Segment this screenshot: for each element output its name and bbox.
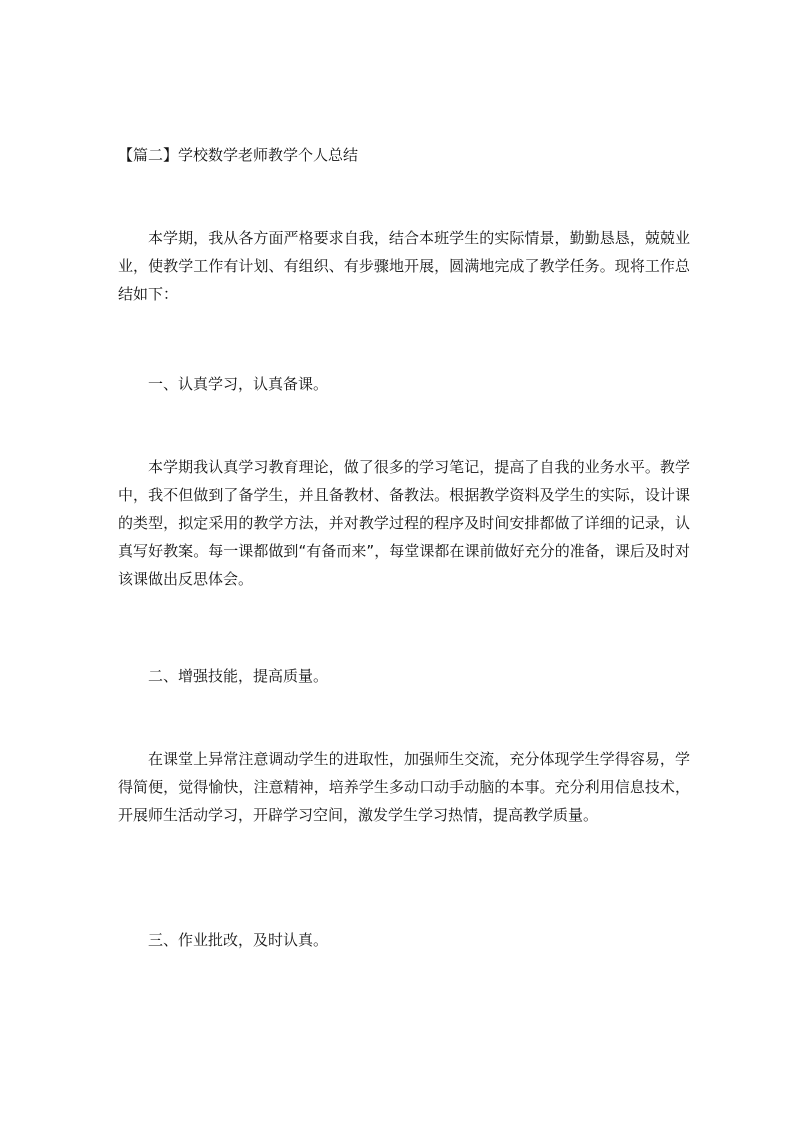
section-heading-1: 一、认真学习，认真备课。 xyxy=(148,375,329,393)
section-heading-2: 二、增强技能，提高质量。 xyxy=(148,667,329,685)
section-heading-3: 三、作业批改，及时认真。 xyxy=(148,931,329,949)
document-title: 【篇二】学校数学老师教学个人总结 xyxy=(118,146,359,164)
intro-paragraph: 本学期，我从各方面严格要求自我，结合本班学生的实际情景，勤勤恳恳，兢兢业业，使教学工作有计划、有组织、有步骤地开展，圆满地完成了教学任务。现将工作总结如下： xyxy=(118,229,690,303)
section-body-1: 本学期我认真学习教育理论，做了很多的学习笔记，提高了自我的业务水平。教学中，我不但做到了备学生，并且备教材、备教法。根据教学资料及学生的实际，设计课的类型，拟定采用的教学方法，并对教学过程的程序及时间安排都做了详细的记录，认真写好教案。每一课都做到“有备而来”，每堂课都在课前做好充分的准备，课后及时对该课做出反思体会。 xyxy=(118,458,690,588)
section-body-2: 在课堂上异常注意调动学生的进取性，加强师生交流，充分体现学生学得容易，学得简便，觉得愉快，注意精神，培养学生多动口动手动脑的本事。充分利用信息技术，开展师生活动学习，开辟学习空间，激发学生学习热情，提高教学质量。 xyxy=(118,750,690,824)
